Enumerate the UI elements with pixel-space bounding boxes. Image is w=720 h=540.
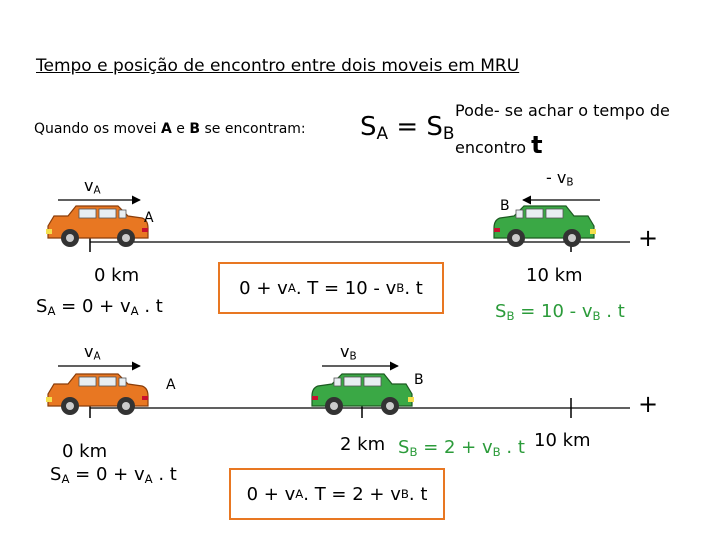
scene1-car-a-label: A xyxy=(144,210,154,226)
scene1-va-label: $v_A$ xyxy=(84,176,101,197)
scene2-sa-equation: $S_A = 0 + v_A$ . t xyxy=(50,464,177,486)
note-line-1: Pode- se achar o tempo de xyxy=(455,101,670,120)
scene2-plus-sign: + xyxy=(638,390,659,418)
scene2-sb-equation: $S_B = 2 + v_B$ . t xyxy=(398,437,525,459)
scene2-car-b xyxy=(312,374,414,415)
note-t: t xyxy=(531,131,543,159)
condition-suffix: se encontram: xyxy=(200,121,306,137)
eq-sub-b: B xyxy=(442,123,455,144)
condition-mid: e xyxy=(171,121,190,137)
condition-b: B xyxy=(189,121,201,137)
scene2-km-start: 0 km xyxy=(62,441,108,462)
eq-sub-a: A xyxy=(376,123,389,144)
scene1-km-end: 10 km xyxy=(526,265,583,286)
scene1-car-b-label: B xyxy=(500,198,510,214)
scene2-vb-label: $v_B$ xyxy=(340,342,357,363)
scene2-va-label: $v_A$ xyxy=(84,342,101,363)
scene2-car-a-label: A xyxy=(166,377,176,393)
condition-a: A xyxy=(161,121,172,137)
scene2-solution-box: 0 + v A . T = 2 + v B . t xyxy=(229,468,445,520)
eq-eq: = S xyxy=(388,112,443,142)
note-line-2-text: encontro xyxy=(455,138,532,157)
page-title: Tempo e posição de encontro entre dois moveis em MRU xyxy=(36,56,520,76)
scene1-solution-box: 0 + v A . T = 10 - v B . t xyxy=(218,262,444,314)
scene1-sa-equation: $S_A = 0 + v_A$ . t xyxy=(36,296,163,318)
scene2-km-mid: 2 km xyxy=(340,434,386,455)
scene1-sb-equation: $S_B = 10 - v_B$ . t xyxy=(495,301,625,323)
scene1-car-a xyxy=(46,206,148,247)
condition-prefix: Quando os movei xyxy=(34,121,161,137)
scene1-plus-sign: + xyxy=(638,224,659,252)
scene2-car-b-label: B xyxy=(414,372,424,388)
scene2-car-a xyxy=(46,374,148,415)
scene1-km-start: 0 km xyxy=(94,265,140,286)
scene1-vb-label: - $v_B$ xyxy=(546,168,574,189)
eq-s: S xyxy=(360,112,377,142)
scene2-km-end: 10 km xyxy=(534,430,591,451)
